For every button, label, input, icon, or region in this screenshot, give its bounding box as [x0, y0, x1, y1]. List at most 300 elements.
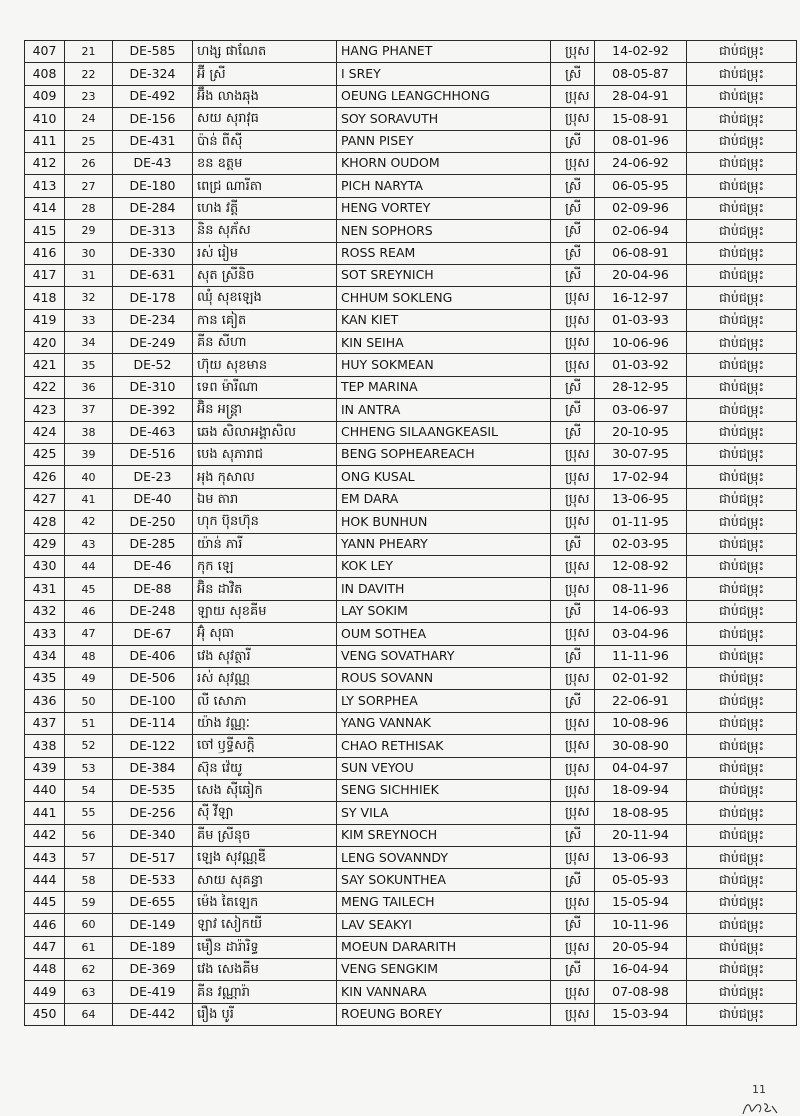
candidate-code-cell: DE-406 — [113, 645, 193, 667]
sub-number-cell: 31 — [65, 264, 113, 286]
result-cell: ជាប់ជម្រុះ — [687, 287, 797, 309]
khmer-name-cell: អ៊ឹង លាងឆុង — [193, 85, 337, 107]
table-row — [25, 220, 797, 242]
candidate-code-cell: DE-248 — [113, 600, 193, 622]
date-of-birth-cell: 20-10-95 — [595, 421, 687, 443]
row-number-cell: 449 — [25, 981, 65, 1003]
sub-number-cell: 58 — [65, 869, 113, 891]
candidate-code-cell: DE-369 — [113, 959, 193, 981]
date-of-birth-cell: 10-11-96 — [595, 914, 687, 936]
row-number-cell: 416 — [25, 242, 65, 264]
sub-number-cell: 36 — [65, 376, 113, 398]
row-number-cell: 438 — [25, 735, 65, 757]
gender-cell: ប្រុស — [551, 488, 595, 510]
khmer-name-cell: ឡេង សុវណ្ណឌី — [193, 847, 337, 869]
row-number-cell: 414 — [25, 197, 65, 219]
candidate-code-cell: DE-313 — [113, 220, 193, 242]
gender-cell: ប្រុស — [551, 511, 595, 533]
sub-number-cell: 40 — [65, 466, 113, 488]
latin-name-cell: CHAO RETHISAK — [337, 735, 551, 757]
date-of-birth-cell: 02-01-92 — [595, 667, 687, 689]
date-of-birth-cell: 18-09-94 — [595, 779, 687, 801]
row-number-cell: 419 — [25, 309, 65, 331]
khmer-name-cell: វេង សេងគីម — [193, 959, 337, 981]
result-cell: ជាប់ជម្រុះ — [687, 1003, 797, 1025]
gender-cell: ប្រុស — [551, 41, 595, 63]
latin-name-cell: SOY SORAVUTH — [337, 108, 551, 130]
sub-number-cell: 33 — [65, 309, 113, 331]
latin-name-cell: I SREY — [337, 63, 551, 85]
date-of-birth-cell: 15-03-94 — [595, 1003, 687, 1025]
table-row — [25, 645, 797, 667]
date-of-birth-cell: 03-04-96 — [595, 623, 687, 645]
table-row — [25, 623, 797, 645]
khmer-name-cell: ប៉ាន់ ពីស៊ី — [193, 130, 337, 152]
candidate-code-cell: DE-516 — [113, 444, 193, 466]
gender-cell: ប្រុស — [551, 667, 595, 689]
table-row — [25, 130, 797, 152]
sub-number-cell: 30 — [65, 242, 113, 264]
khmer-name-cell: ស៊ុន វ៉េយូ — [193, 757, 337, 779]
sub-number-cell: 37 — [65, 399, 113, 421]
result-cell: ជាប់ជម្រុះ — [687, 735, 797, 757]
latin-name-cell: SOT SREYNICH — [337, 264, 551, 286]
latin-name-cell: VENG SENGKIM — [337, 959, 551, 981]
table-row — [25, 847, 797, 869]
gender-cell: ប្រុស — [551, 712, 595, 734]
date-of-birth-cell: 22-06-91 — [595, 690, 687, 712]
date-of-birth-cell: 06-08-91 — [595, 242, 687, 264]
candidate-code-cell: DE-517 — [113, 847, 193, 869]
sub-number-cell: 34 — [65, 332, 113, 354]
latin-name-cell: SY VILA — [337, 802, 551, 824]
candidate-code-cell: DE-256 — [113, 802, 193, 824]
gender-cell: ប្រុស — [551, 287, 595, 309]
sub-number-cell: 62 — [65, 959, 113, 981]
khmer-name-cell: អុង កុសាល — [193, 466, 337, 488]
sub-number-cell: 49 — [65, 667, 113, 689]
result-cell: ជាប់ជម្រុះ — [687, 779, 797, 801]
khmer-name-cell: កាន គៀត — [193, 309, 337, 331]
gender-cell: ប្រុស — [551, 152, 595, 174]
table-row — [25, 466, 797, 488]
date-of-birth-cell: 10-08-96 — [595, 712, 687, 734]
row-number-cell: 412 — [25, 152, 65, 174]
khmer-name-cell: ឈុំ សុខឡេង — [193, 287, 337, 309]
date-of-birth-cell: 28-04-91 — [595, 85, 687, 107]
date-of-birth-cell: 30-07-95 — [595, 444, 687, 466]
result-cell: ជាប់ជម្រុះ — [687, 847, 797, 869]
gender-cell: ស្រី — [551, 264, 595, 286]
gender-cell: ប្រុស — [551, 309, 595, 331]
candidate-code-cell: DE-250 — [113, 511, 193, 533]
khmer-name-cell: គីន វណ្ណារ៉ា — [193, 981, 337, 1003]
candidate-code-cell: DE-67 — [113, 623, 193, 645]
sub-number-cell: 63 — [65, 981, 113, 1003]
candidate-code-cell: DE-43 — [113, 152, 193, 174]
sub-number-cell: 51 — [65, 712, 113, 734]
result-cell: ជាប់ជម្រុះ — [687, 332, 797, 354]
result-cell: ជាប់ជម្រុះ — [687, 466, 797, 488]
khmer-name-cell: គីម ស្រីនុច — [193, 824, 337, 846]
candidate-code-cell: DE-114 — [113, 712, 193, 734]
latin-name-cell: KIN VANNARA — [337, 981, 551, 1003]
result-cell: ជាប់ជម្រុះ — [687, 824, 797, 846]
row-number-cell: 420 — [25, 332, 65, 354]
table-row — [25, 152, 797, 174]
latin-name-cell: EM DARA — [337, 488, 551, 510]
table-row — [25, 533, 797, 555]
date-of-birth-cell: 20-11-94 — [595, 824, 687, 846]
row-number-cell: 430 — [25, 555, 65, 577]
table-row — [25, 354, 797, 376]
result-cell: ជាប់ជម្រុះ — [687, 264, 797, 286]
row-number-cell: 432 — [25, 600, 65, 622]
candidate-code-cell: DE-156 — [113, 108, 193, 130]
latin-name-cell: CHHENG SILAANGKEASIL — [337, 421, 551, 443]
gender-cell: ស្រី — [551, 690, 595, 712]
table-row — [25, 444, 797, 466]
gender-cell: ស្រី — [551, 399, 595, 421]
sub-number-cell: 45 — [65, 578, 113, 600]
candidate-code-cell: DE-122 — [113, 735, 193, 757]
khmer-name-cell: រស់ សុវណ្ណ — [193, 667, 337, 689]
gender-cell: ស្រី — [551, 645, 595, 667]
gender-cell: ស្រី — [551, 63, 595, 85]
table-row — [25, 981, 797, 1003]
row-number-cell: 434 — [25, 645, 65, 667]
result-cell: ជាប់ជម្រុះ — [687, 511, 797, 533]
khmer-name-cell: យ៉ាង វណ្ណៈ — [193, 712, 337, 734]
khmer-name-cell: ចៅ ឫទ្ធីសក្តិ — [193, 735, 337, 757]
gender-cell: ស្រី — [551, 197, 595, 219]
sub-number-cell: 56 — [65, 824, 113, 846]
row-number-cell: 426 — [25, 466, 65, 488]
gender-cell: ស្រី — [551, 959, 595, 981]
latin-name-cell: HUY SOKMEAN — [337, 354, 551, 376]
row-number-cell: 436 — [25, 690, 65, 712]
khmer-name-cell: ពេជ្រ ណារីតា — [193, 175, 337, 197]
result-cell: ជាប់ជម្រុះ — [687, 220, 797, 242]
date-of-birth-cell: 08-11-96 — [595, 578, 687, 600]
sub-number-cell: 41 — [65, 488, 113, 510]
latin-name-cell: HANG PHANET — [337, 41, 551, 63]
khmer-name-cell: អ៊ី ស្រី — [193, 63, 337, 85]
date-of-birth-cell: 20-04-96 — [595, 264, 687, 286]
candidate-code-cell: DE-88 — [113, 578, 193, 600]
sub-number-cell: 42 — [65, 511, 113, 533]
result-cell: ជាប់ជម្រុះ — [687, 959, 797, 981]
date-of-birth-cell: 01-03-92 — [595, 354, 687, 376]
khmer-name-cell: ហង្ស ផាណែត — [193, 41, 337, 63]
candidate-code-cell: DE-46 — [113, 555, 193, 577]
sub-number-cell: 44 — [65, 555, 113, 577]
sub-number-cell: 29 — [65, 220, 113, 242]
row-number-cell: 413 — [25, 175, 65, 197]
result-cell: ជាប់ជម្រុះ — [687, 175, 797, 197]
table-row — [25, 332, 797, 354]
gender-cell: ស្រី — [551, 242, 595, 264]
row-number-cell: 421 — [25, 354, 65, 376]
result-cell: ជាប់ជម្រុះ — [687, 578, 797, 600]
candidate-code-cell: DE-310 — [113, 376, 193, 398]
candidate-code-cell: DE-149 — [113, 914, 193, 936]
candidate-code-cell: DE-442 — [113, 1003, 193, 1025]
table-row — [25, 779, 797, 801]
sub-number-cell: 50 — [65, 690, 113, 712]
table-row — [25, 667, 797, 689]
latin-name-cell: PANN PISEY — [337, 130, 551, 152]
khmer-name-cell: ឡាយ សុខគីម — [193, 600, 337, 622]
date-of-birth-cell: 04-04-97 — [595, 757, 687, 779]
khmer-name-cell: អ៊ិន ដាវិត — [193, 578, 337, 600]
row-number-cell: 447 — [25, 936, 65, 958]
latin-name-cell: KIM SREYNOCH — [337, 824, 551, 846]
latin-name-cell: PICH NARYTA — [337, 175, 551, 197]
sub-number-cell: 48 — [65, 645, 113, 667]
gender-cell: ស្រី — [551, 824, 595, 846]
row-number-cell: 446 — [25, 914, 65, 936]
latin-name-cell: HENG VORTEY — [337, 197, 551, 219]
latin-name-cell: KAN KIET — [337, 309, 551, 331]
date-of-birth-cell: 14-06-93 — [595, 600, 687, 622]
gender-cell: ប្រុស — [551, 332, 595, 354]
khmer-name-cell: ទេព ម៉ារីណា — [193, 376, 337, 398]
table-row — [25, 376, 797, 398]
result-cell: ជាប់ជម្រុះ — [687, 63, 797, 85]
latin-name-cell: KHORN OUDOM — [337, 152, 551, 174]
result-cell: ជាប់ជម្រុះ — [687, 41, 797, 63]
date-of-birth-cell: 13-06-95 — [595, 488, 687, 510]
candidate-code-cell: DE-506 — [113, 667, 193, 689]
row-number-cell: 441 — [25, 802, 65, 824]
latin-name-cell: ROEUNG BOREY — [337, 1003, 551, 1025]
candidate-code-cell: DE-585 — [113, 41, 193, 63]
row-number-cell: 409 — [25, 85, 65, 107]
gender-cell: ប្រុស — [551, 623, 595, 645]
row-number-cell: 408 — [25, 63, 65, 85]
table-row — [25, 85, 797, 107]
gender-cell: ស្រី — [551, 421, 595, 443]
gender-cell: ស្រី — [551, 600, 595, 622]
table-row — [25, 309, 797, 331]
result-cell: ជាប់ជម្រុះ — [687, 690, 797, 712]
date-of-birth-cell: 03-06-97 — [595, 399, 687, 421]
candidate-code-cell: DE-655 — [113, 891, 193, 913]
candidate-code-cell: DE-492 — [113, 85, 193, 107]
row-number-cell: 410 — [25, 108, 65, 130]
candidate-code-cell: DE-284 — [113, 197, 193, 219]
gender-cell: ប្រុស — [551, 1003, 595, 1025]
gender-cell: ស្រី — [551, 175, 595, 197]
sub-number-cell: 59 — [65, 891, 113, 913]
khmer-name-cell: ហេង វត្តី — [193, 197, 337, 219]
sub-number-cell: 24 — [65, 108, 113, 130]
candidate-table — [24, 40, 797, 1026]
result-cell: ជាប់ជម្រុះ — [687, 533, 797, 555]
candidate-table-body — [25, 41, 797, 1026]
candidate-code-cell: DE-431 — [113, 130, 193, 152]
gender-cell: ប្រុស — [551, 555, 595, 577]
result-cell: ជាប់ជម្រុះ — [687, 936, 797, 958]
sub-number-cell: 64 — [65, 1003, 113, 1025]
result-cell: ជាប់ជម្រុះ — [687, 891, 797, 913]
table-row — [25, 735, 797, 757]
date-of-birth-cell: 28-12-95 — [595, 376, 687, 398]
date-of-birth-cell: 13-06-93 — [595, 847, 687, 869]
sub-number-cell: 54 — [65, 779, 113, 801]
row-number-cell: 437 — [25, 712, 65, 734]
sub-number-cell: 61 — [65, 936, 113, 958]
sub-number-cell: 60 — [65, 914, 113, 936]
khmer-name-cell: ម៉េង តៃឡេក — [193, 891, 337, 913]
candidate-code-cell: DE-631 — [113, 264, 193, 286]
khmer-name-cell: ឯម តារា — [193, 488, 337, 510]
date-of-birth-cell: 16-12-97 — [595, 287, 687, 309]
candidate-code-cell: DE-100 — [113, 690, 193, 712]
khmer-name-cell: មឿន ដារ៉ារិទ្ធ — [193, 936, 337, 958]
row-number-cell: 433 — [25, 623, 65, 645]
latin-name-cell: MENG TAILECH — [337, 891, 551, 913]
khmer-name-cell: អ៊ិន អន្ត្រា — [193, 399, 337, 421]
gender-cell: ស្រី — [551, 914, 595, 936]
sub-number-cell: 25 — [65, 130, 113, 152]
table-row — [25, 242, 797, 264]
table-row — [25, 108, 797, 130]
gender-cell: ប្រុស — [551, 847, 595, 869]
gender-cell: ប្រុស — [551, 981, 595, 1003]
table-row — [25, 197, 797, 219]
candidate-code-cell: DE-535 — [113, 779, 193, 801]
date-of-birth-cell: 06-05-95 — [595, 175, 687, 197]
result-cell: ជាប់ជម្រុះ — [687, 488, 797, 510]
result-cell: ជាប់ជម្រុះ — [687, 197, 797, 219]
latin-name-cell: CHHUM SOKLENG — [337, 287, 551, 309]
gender-cell: ប្រុស — [551, 891, 595, 913]
latin-name-cell: ROUS SOVANN — [337, 667, 551, 689]
row-number-cell: 440 — [25, 779, 65, 801]
gender-cell: ស្រី — [551, 220, 595, 242]
row-number-cell: 439 — [25, 757, 65, 779]
candidate-code-cell: DE-285 — [113, 533, 193, 555]
gender-cell: ស្រី — [551, 533, 595, 555]
khmer-name-cell: ឆេង សិលាអង្គាសិល — [193, 421, 337, 443]
khmer-name-cell: កុក ឡេ — [193, 555, 337, 577]
page-number: 11 — [752, 1083, 766, 1096]
date-of-birth-cell: 16-04-94 — [595, 959, 687, 981]
table-row — [25, 914, 797, 936]
result-cell: ជាប់ជម្រុះ — [687, 85, 797, 107]
date-of-birth-cell: 20-05-94 — [595, 936, 687, 958]
date-of-birth-cell: 15-05-94 — [595, 891, 687, 913]
result-cell: ជាប់ជម្រុះ — [687, 712, 797, 734]
latin-name-cell: LAY SOKIM — [337, 600, 551, 622]
latin-name-cell: SUN VEYOU — [337, 757, 551, 779]
result-cell: ជាប់ជម្រុះ — [687, 667, 797, 689]
result-cell: ជាប់ជម្រុះ — [687, 757, 797, 779]
row-number-cell: 417 — [25, 264, 65, 286]
khmer-name-cell: រឿង បូរី — [193, 1003, 337, 1025]
date-of-birth-cell: 02-03-95 — [595, 533, 687, 555]
result-cell: ជាប់ជម្រុះ — [687, 623, 797, 645]
result-cell: ជាប់ជម្រុះ — [687, 354, 797, 376]
row-number-cell: 427 — [25, 488, 65, 510]
table-row — [25, 712, 797, 734]
date-of-birth-cell: 01-11-95 — [595, 511, 687, 533]
date-of-birth-cell: 11-11-96 — [595, 645, 687, 667]
gender-cell: ប្រុស — [551, 85, 595, 107]
candidate-code-cell: DE-419 — [113, 981, 193, 1003]
gender-cell: ស្រី — [551, 130, 595, 152]
candidate-code-cell: DE-340 — [113, 824, 193, 846]
row-number-cell: 415 — [25, 220, 65, 242]
result-cell: ជាប់ជម្រុះ — [687, 309, 797, 331]
row-number-cell: 444 — [25, 869, 65, 891]
date-of-birth-cell: 10-06-96 — [595, 332, 687, 354]
row-number-cell: 411 — [25, 130, 65, 152]
khmer-name-cell: លី សោភា — [193, 690, 337, 712]
gender-cell: ស្រី — [551, 376, 595, 398]
latin-name-cell: OUM SOTHEA — [337, 623, 551, 645]
result-cell: ជាប់ជម្រុះ — [687, 645, 797, 667]
table-row — [25, 891, 797, 913]
result-cell: ជាប់ជម្រុះ — [687, 376, 797, 398]
candidate-code-cell: DE-189 — [113, 936, 193, 958]
latin-name-cell: KOK LEY — [337, 555, 551, 577]
latin-name-cell: KIN SEIHA — [337, 332, 551, 354]
sub-number-cell: 52 — [65, 735, 113, 757]
table-row — [25, 802, 797, 824]
gender-cell: ប្រុស — [551, 466, 595, 488]
latin-name-cell: ROSS REAM — [337, 242, 551, 264]
result-cell: ជាប់ជម្រុះ — [687, 399, 797, 421]
khmer-name-cell: សេង ស៊ីឆៀក — [193, 779, 337, 801]
result-cell: ជាប់ជម្រុះ — [687, 555, 797, 577]
table-row — [25, 690, 797, 712]
table-row — [25, 555, 797, 577]
latin-name-cell: LY SORPHEA — [337, 690, 551, 712]
sub-number-cell: 35 — [65, 354, 113, 376]
date-of-birth-cell: 14-02-92 — [595, 41, 687, 63]
row-number-cell: 448 — [25, 959, 65, 981]
sub-number-cell: 38 — [65, 421, 113, 443]
latin-name-cell: SAY SOKUNTHEA — [337, 869, 551, 891]
sub-number-cell: 22 — [65, 63, 113, 85]
date-of-birth-cell: 08-01-96 — [595, 130, 687, 152]
date-of-birth-cell: 30-08-90 — [595, 735, 687, 757]
table-row — [25, 600, 797, 622]
result-cell: ជាប់ជម្រុះ — [687, 130, 797, 152]
date-of-birth-cell: 07-08-98 — [595, 981, 687, 1003]
row-number-cell: 431 — [25, 578, 65, 600]
gender-cell: ប្រុស — [551, 757, 595, 779]
khmer-name-cell: យ៉ាន់ ភារី — [193, 533, 337, 555]
table-row — [25, 41, 797, 63]
sub-number-cell: 39 — [65, 444, 113, 466]
candidate-code-cell: DE-23 — [113, 466, 193, 488]
date-of-birth-cell: 02-09-96 — [595, 197, 687, 219]
sub-number-cell: 57 — [65, 847, 113, 869]
date-of-birth-cell: 15-08-91 — [595, 108, 687, 130]
latin-name-cell: SENG SICHHIEK — [337, 779, 551, 801]
date-of-birth-cell: 24-06-92 — [595, 152, 687, 174]
khmer-name-cell: ស៊ី វីឡា — [193, 802, 337, 824]
candidate-code-cell: DE-180 — [113, 175, 193, 197]
result-cell: ជាប់ជម្រុះ — [687, 869, 797, 891]
latin-name-cell: HOK BUNHUN — [337, 511, 551, 533]
latin-name-cell: YANN PHEARY — [337, 533, 551, 555]
khmer-name-cell: ឡាវ សៀកយី — [193, 914, 337, 936]
